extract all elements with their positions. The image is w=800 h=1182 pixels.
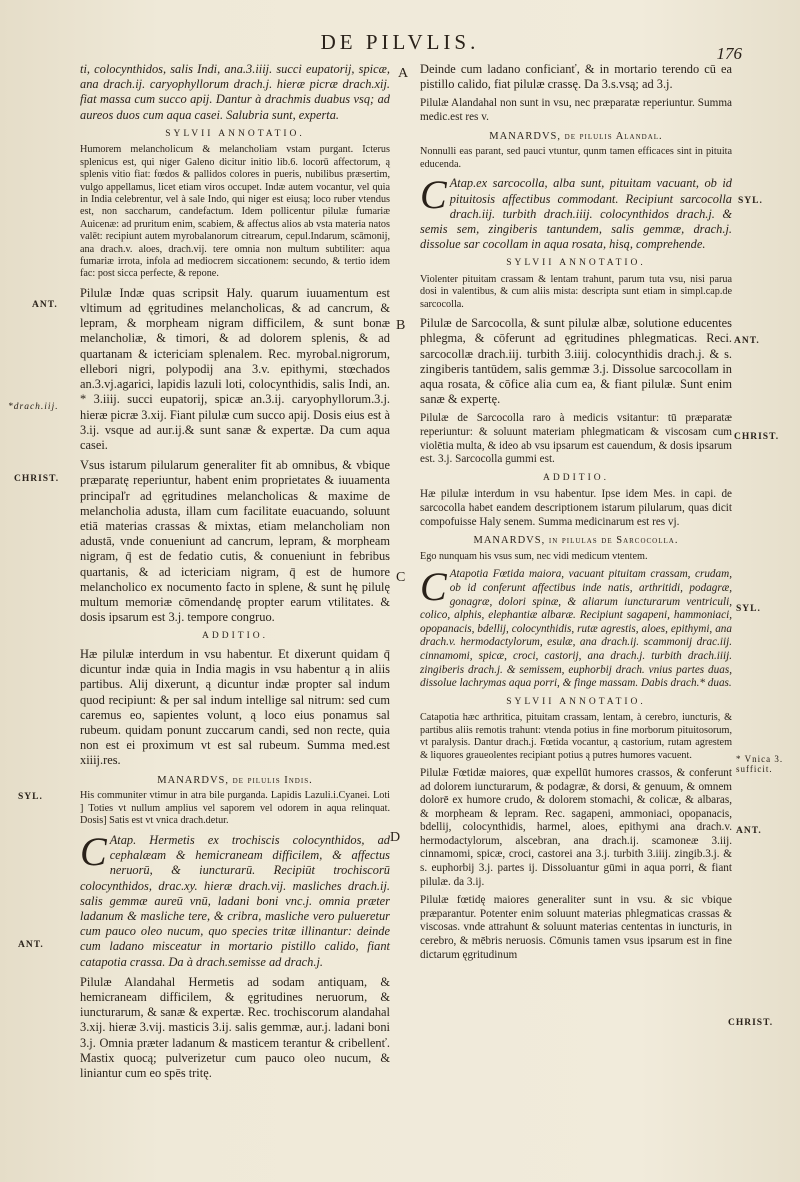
recipe-text: Deinde cum ladano conficianť, & in mortario terendo cū ea pistillo calido, fiat pilulæ crassę. Da 3.s.vsą; ad 3.j. xyxy=(420,62,732,92)
page-title: DE PILVLIS. xyxy=(320,30,480,54)
christ-paragraph: Pilulæ de Sarcocolla raro à medicis vsitantur: tū præparatæ reperiuntur: & soluunt materiam phlegmaticam & viscosam cum violētia multa, & ideo ab vsu ipsarum est cauendum, & dosis ipsarum est. 3.j. Sarcocolla gummi est. xyxy=(420,412,732,466)
christ-paragraph: Vsus istarum pilularum generaliter fit ab omnibus, & vbique præparatę reperiuntur, habent enim proprietates & iuuamenta principaľr ad ęgritudines melancholicas & maxime de melancholia adusta, illam cum facilitate euacuando, soluunt etiā materias crassas & mixtas, etiam melancholiam non adustā, vnde conueniunt ad cancrum, lepram, & morpheam nigram, q̄ est de fedatio cutis, & conueniunt in febribus quartanis, & ad ictericiam nigram, q̄ est de humore melancholico ex nocumento facto in splene, & sunt hę pilulę multum memoriæ cōmendandę propter earum vtilitates. & dosis ipsarum est 3.j. tempore congruo. xyxy=(80,458,390,625)
additio-heading: ADDITIO. xyxy=(202,631,268,642)
drop-cap: C xyxy=(420,564,447,610)
syl-paragraph xyxy=(420,172,732,252)
margin-label-ant: ANT. xyxy=(18,940,44,950)
annotation-heading: SYLVII ANNOTATIO. xyxy=(506,696,646,707)
manardus-text: Nonnulli eas parant, sed pauci vtuntur, qunm tamen efficaces sint in pituita educenda. xyxy=(420,146,732,170)
margin-label-christ: CHRIST. xyxy=(734,432,780,442)
ant-paragraph: Pilulæ Alandahal Hermetis ad sodam antiquam, & hemicraneam difficilem, & ęgritudines neruorum, & iuncturarum, & sanæ & expertæ. Rec. trochiscorum alandahal 3.xij. hieræ 3.vij. masticis 3.ij. salis gemmæ, aur.j. ladani boni 3.j. Omnia præter ladanum & masticem terantur & cribellenť. Mastix quocą; pulverizetur cum pauco oleo nucum, & liniantur cum eo spēs tritę. xyxy=(80,974,390,1080)
margin-label-ant: ANT. xyxy=(736,826,762,836)
manardus-text: His communiter vtimur in atra bile purganda. Lapidis Lazuli.i.Cyanei. Loti ] Toties vt nullum amplius vel saporem vel odorem in aqua relinquat. Dosis] Satis est vt vnica drach.detur. xyxy=(80,790,390,827)
annotation-text: Catapotia hæc arthritica, pituitam crassam, lentam, à cerebro, iuncturis, & partibus aliis remotis trahunt: vtenda potius in fine morborum pituitosorum, vt paralysis. Dantur drach.j. Fœtida vocantur, ą castorium, rutam agrestem & liquores graueolentes recipiant potius ą putres humores vacuent. xyxy=(420,712,732,761)
margin-label-syl: SYL. xyxy=(736,604,761,614)
margin-label-christ: CHRIST. xyxy=(14,474,60,484)
manardus-heading: MANARDVS, in pilulas de Sarcocolla. xyxy=(473,535,679,547)
syl-text: Atap. Hermetis ex trochiscis colocynthidos, ad cephalæam & hemicraneam difficilem, & affectus neruorū, & iuncturarū. Recipiūt trochiscorū colocynthidos, drac.xy. hieræ drach.vij. masliches drach.ij. salis gemmæ aureū vnū, ladani boni vnc.j. omnia præter ladanum & masliche tere, & cribra, masliche vero pulueretur cum pauco oleo nucum, quo species tritæ illinantur: deinde cum ladano misceatur in mortario pistillo calido, fiant catapotia crassa. Da à drach.semisse ad drach.j. xyxy=(80,832,390,969)
syl-text: Atap.ex sarcocolla, alba sunt, pituitam vacuant, ob id pituitosis affectibus commodant. Recipiunt sarcocolla drach.iij. turbith drach.iiij. colocynthidos drach.j. & semis sem, zingiberis tantundem, salis gemmæ, drach.j. dissolue sar cocollam in aqua rosata, hisą, comprehende. xyxy=(420,176,732,252)
christ-paragraph: Pilulæ fœtidę maiores generaliter sunt in vsu. & sic vbique præparantur. Potenter enim soluunt materias phlegmaticas crassas & viscosas. vnde attrahunt & soluunt materias cententas in iuncturis, in cerebro, & mēbris neruosis. Cōmunis tamen vsus ipsarum est in fine dictarum ęgritudinum xyxy=(420,894,732,961)
christ-text: Pilulæ Alandahal non sunt in vsu, nec præparatæ reperiuntur. Summa medic.est res v. xyxy=(420,97,732,123)
syl-paragraph xyxy=(420,564,732,690)
section-letter-d: D xyxy=(390,830,401,845)
margin-note-vnica: * Vnica 3. sufficit. xyxy=(736,754,784,774)
section-letter-c: C xyxy=(396,570,406,585)
additio-text: Hæ pilulæ interdum in vsu habentur. Et dixerunt quidam q̄ dicuntur indæ quia in India magis in vsu habentur ą in aliis partibus. Alij dixerunt, ą dicuntur indæ propter sal indum quod recipiunt: & per sal indum intellige sal nitrum: sed cum caremus eo, sapientes volunt, ą loco eius ponamus sal rubeum. quidam ponunt zuccarum candi, sed non recte, quia non est ei proximum vt est sal rubeum. Summa med.est xiiij.res. xyxy=(80,646,390,768)
right-column xyxy=(420,62,732,967)
drop-cap: C xyxy=(420,172,447,218)
annotation-heading: SYLVII ANNOTATIO. xyxy=(506,258,646,269)
left-column xyxy=(80,62,390,1086)
margin-label-christ: CHRIST. xyxy=(728,1018,774,1028)
section-letter-b: B xyxy=(396,318,406,333)
recipe-text: ti, colocynthidos, salis Indi, ana.3.iiij. succi eupatorij, spicæ, ana drach.ij. caryophyllorum drach.j. hieræ picræ drach.xij. fiat massa cum succo apij. Dantur à drachmis duabus vsq; ad aureos duos cum aqua casei. Salubria sunt, experta. xyxy=(80,62,390,122)
additio-text: Hæ pilulæ interdum in vsu habentur. Ipse idem Mes. in capi. de sarcocolla habet eandem descriptionem istarum pilularum, quas dicit compofuisse Haly senem. Summa medicinarum est res vj. xyxy=(420,488,732,528)
margin-label-syl: SYL. xyxy=(738,196,763,206)
additio-heading: ADDITIO. xyxy=(543,472,609,483)
manardus-text: Ego nunquam his vsus sum, nec vidi medicum vtentem. xyxy=(420,550,648,562)
annotation-text: Violenter pituitam crassam & lentam trahunt, parum tuta vsu, nisi parua dosi in valentibus, & cum aliis mista: descripta sunt etiam in simpl.cap.de sarcocolla. xyxy=(420,273,732,310)
manardus-heading: MANARDVS, de pilulis Indis. xyxy=(157,774,313,786)
annotation-heading: SYLVII ANNOTATIO. xyxy=(165,128,305,139)
margin-label-ant: ANT. xyxy=(32,300,58,310)
ant-paragraph: Pilulæ Indæ quas scripsit Haly. quarum iuuamentum est vltimum ad ęgritudines melancholicas, & ad cancrum, & lepram, & morpheam nigram difficilem, & sunt bonæ melancholiæ, & timori, & ad dolorem splenis, & ad quartanam & ictericiam splenalem. Rec. myrobal.nigrorum, ellebori nigri, polypodij ana 3.v. epithymi, stœchados an.3.vj.agarici, lapidis lazuli loti, colocynthidis, salis Indi, an. * 3.iiij. succi eupatorij, spicæ an.3.ij. caryophyllorum.3.j. hieræ picræ 3.xij. Fiant pilulæ cum succo apij. Dosis eius est à 3.ij. vsque ad aur.ij.& sunt sanæ & expertæ. Da cum aqua casei. xyxy=(80,285,390,452)
section-letter-a: A xyxy=(398,66,409,81)
margin-label-ant: ANT. xyxy=(734,336,760,346)
margin-label-syl: SYL. xyxy=(18,792,43,802)
syl-paragraph xyxy=(80,828,390,970)
ant-paragraph: Pilulæ Fœtidæ maiores, quæ expellūt humores crassos, & conferunt ad dolorem iuncturarum, & podagræ, & dorsi, & genuum, & omnem dolorē ex humore crudo, & dolorem stomachi, & colicæ, & albaras, & morpheam & lepram. Rec. sagapeni, ammoniaci, opopanacis, bdellij, colocynthidis, harmel, aloes, epithymi ana drach.v. hermodactylorum, alscebran, ana drach.ij. scamoneæ 3.iij. cinnamomi, spicæ, croci, castorei ana 3.j. turbith 3.iiij. zingib.3.j. & s. euphorbij 3.j. partes ij. Dissoluantur gūmi in aqua porri, & fiant pilulæ. da 3.ij. xyxy=(420,766,732,888)
ant-paragraph: Pilulæ de Sarcocolla, & sunt pilulæ albæ, solutione educentes phlegma, & cōferunt ad ęgritudines phlegmaticas. Reci. sarcocollæ drach.iij. turbith 3.iiij. colocynthidis drach.j. & s. zingiberis tantūdem, salis gemmæ 3.j. Dissolue sarcocollam in aqua rosata, & cōfice alia cum ea, & fiant pilulæ. Sunt enim sanæ & expertę. xyxy=(420,316,732,407)
page-number: 176 xyxy=(716,44,742,63)
syl-text: Atapotia Fœtida maiora, vacuant pituitam crassam, crudam, ob id conferunt affectibus inde natis, arthritidi, podagræ, gonagræ, dolori spinæ, & aliarum iuncturarum ventriculi, colico, alphis, elephantiæ albaræ. Recipiunt sagapeni, hammoniaci, opopanacis, bdellij, colocynthidis, rutæ agrestis, aloes, epithymi, ana drach.v. hermodactylorum, esulæ, ana drach.ij. scammonij drac.iij. cinnamomi, spicæ, croci, castorij, ana drach.j. turbith drach.iiij. zingiberis drach.j. & semissem, euphorbij drach. vnius partes duas, dissolue lachrymas aqua porri, & finge massam. Dabis drach.* duas. xyxy=(420,568,732,690)
drop-cap: C xyxy=(80,828,107,874)
margin-note-drach: *drach.iij. xyxy=(8,402,59,412)
manardus-heading: MANARDVS, de pilulis Alandal. xyxy=(489,130,663,142)
annotation-text: Humorem melancholicum & melancholiam vstam purgant. Icterus splenicus est, qui niger Galeno dicitur initio lib.6. locorū affectorum, ą splenis vitio fiat: fœdos & pallidos colores in pueris, nubilibus præsertim, vulgo appellamus, licet etiam viros occupet. Indæ autem vocantur, vel quia in India celebrentur, vel à sale Indo, qui niger est eiusą; loco ruber vtendus est, non saccharum, candefactum. Idem pollicentur pilulæ fumariæ Auicenæ: ad pruritum enim, scabiem, & affectus alios ab vsta materia natos valēt: recipiunt autem myrobalanorum citrearum, cepul.Indarum, scāmonij, ana drach.v. aloes, drach.vij. tere omnia non multum subtiliter: aqua fumariæ irrota, infola ad mediocrem siccationem: secundo, & tertio idem fac: post sicca perfecte, & repone. xyxy=(80,144,390,280)
